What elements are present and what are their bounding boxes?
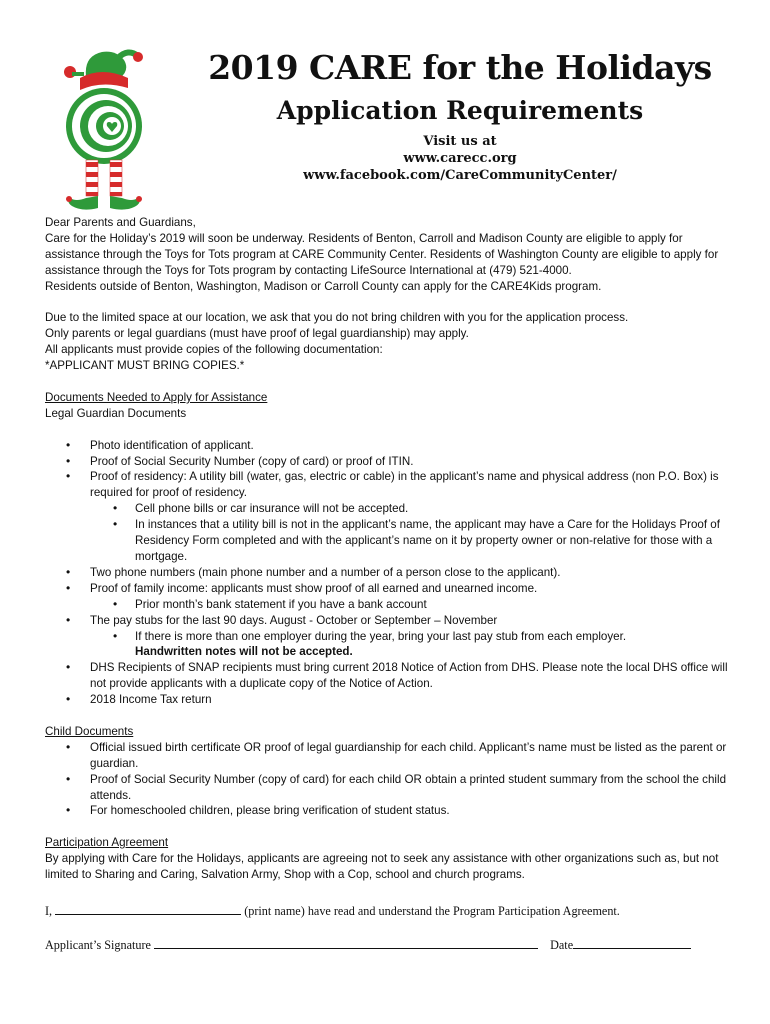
list-item: • If there is more than one employer during the year, bring your last pay stub from each employer. — [45, 629, 735, 645]
print-name-text: (print name) have read and understand the Program Participation Agreement. — [244, 904, 620, 918]
document-body — [45, 215, 735, 883]
list-item: • In instances that a utility bill is not in the applicant’s name, the applicant may have a Care for the Holidays Proof of Residency Form completed and with the applicant’s name on it by property owner or non-relative for those with a mortgage. — [45, 517, 735, 565]
list-item: • 2018 Income Tax return — [45, 692, 735, 708]
signature-field[interactable] — [154, 936, 538, 949]
print-name-row — [45, 902, 735, 919]
i-label: I, — [45, 904, 53, 918]
list-item: • The pay stubs for the last 90 days. August - October or September – November • If there is more than one employer during the year, bring your last pay stub from each employer. Handwritten notes will not be accepted. — [45, 613, 735, 661]
facebook-link[interactable]: www.facebook.com/CareCommunityCenter/ — [303, 168, 617, 183]
legal-documents-list — [45, 438, 735, 708]
legal-guardian-heading: Legal Guardian Documents — [45, 406, 187, 420]
child-documents-list — [45, 740, 735, 820]
list-item: • Proof of family income: applicants must show proof of all earned and unearned income. • Prior month’s bank statement if you have a bank account — [45, 581, 735, 613]
residency-sublist — [90, 501, 735, 565]
list-item: • Proof of residency: A utility bill (water, gas, electric or cable) in the applicant’s name and physical address (non P.O. Box) is required for proof of residency. • Cell phone bills or car insurance will not be accepted. • In instances that a utility bill is not in the applicant’s name, the applicant may have a Care for the Holidays Proof of Residency Form completed and with the applicant’s name on it by property owner or non-relative for those with a mortgage. — [45, 469, 735, 564]
notice-line-3: All applicants must provide copies of the following documentation: — [45, 343, 383, 357]
list-item: • Proof of Social Security Number (copy of card) or proof of ITIN. — [45, 454, 735, 470]
greeting: Dear Parents and Guardians, — [45, 216, 196, 229]
documents-heading: Documents Needed to Apply for Assistance — [45, 390, 268, 404]
list-item: • For homeschooled children, please bring verification of student status. — [45, 803, 735, 819]
signature-label: Applicant’s Signature — [45, 938, 151, 952]
agreement-heading: Participation Agreement — [45, 836, 169, 850]
outside-counties-note: Residents outside of Benton, Washington, Madison or Carroll County can apply for the CARE4Kids program. — [45, 279, 602, 293]
visit-block — [150, 133, 770, 184]
handwritten-notice: Handwritten notes will not be accepted. — [135, 645, 353, 659]
list-item: • Prior month’s bank statement if you have a bank account — [45, 597, 735, 613]
list-item: • Cell phone bills or car insurance will not be accepted. — [45, 501, 735, 517]
date-label: Date — [550, 938, 574, 952]
notice-line-4: *APPLICANT MUST BRING COPIES.* — [45, 359, 245, 373]
page-subtitle: Application Requirements — [276, 96, 644, 125]
list-item: • Proof of Social Security Number (copy of card) for each child OR obtain a printed student summary from the school the child attends. — [45, 772, 735, 804]
visit-label: Visit us at — [423, 134, 497, 149]
print-name-field[interactable] — [55, 902, 241, 915]
signature-row — [45, 936, 735, 953]
page-title: 2019 CARE for the Holidays — [208, 48, 712, 87]
child-documents-heading: Child Documents — [45, 724, 134, 738]
list-item: • Photo identification of applicant. — [45, 438, 735, 454]
paystubs-sublist — [90, 629, 735, 645]
notice-line-1: Due to the limited space at our location, we ask that you do not bring children with you for the application process. — [45, 311, 629, 325]
agreement-text: By applying with Care for the Holidays, applicants are agreeing not to seek any assistance with other organizations such as, but not limited to Sharing and Caring, Salvation Army, Shop with a Cop, school and church programs. — [45, 852, 719, 882]
notice-line-2: Only parents or legal guardians (must have proof of legal guardianship) may apply. — [45, 327, 469, 341]
list-item: • DHS Recipients of SNAP recipients must bring current 2018 Notice of Action from DHS. Please note the local DHS office will not provide applicants with a duplicate copy of the Notice of Action. — [45, 660, 735, 692]
intro-paragraph: Care for the Holiday’s 2019 will soon be underway. Residents of Benton, Carroll and Madison County are eligible to apply for assistance through the Toys for Tots program at CARE Community Center. Residents of Washington County are eligible to apply for assistance through the Toys for Tots program by contacting LifeSource International at (479) 521-4000. — [45, 231, 719, 277]
date-field[interactable] — [573, 936, 691, 949]
elf-illustration — [58, 42, 146, 218]
list-item: • Official issued birth certificate OR proof of legal guardianship for each child. Applicant’s name must be listed as the parent or guardian. — [45, 740, 735, 772]
list-item: • Two phone numbers (main phone number and a number of a person close to the applicant). — [45, 565, 735, 581]
income-sublist — [90, 597, 735, 613]
website-link[interactable]: www.carecc.org — [403, 151, 517, 166]
